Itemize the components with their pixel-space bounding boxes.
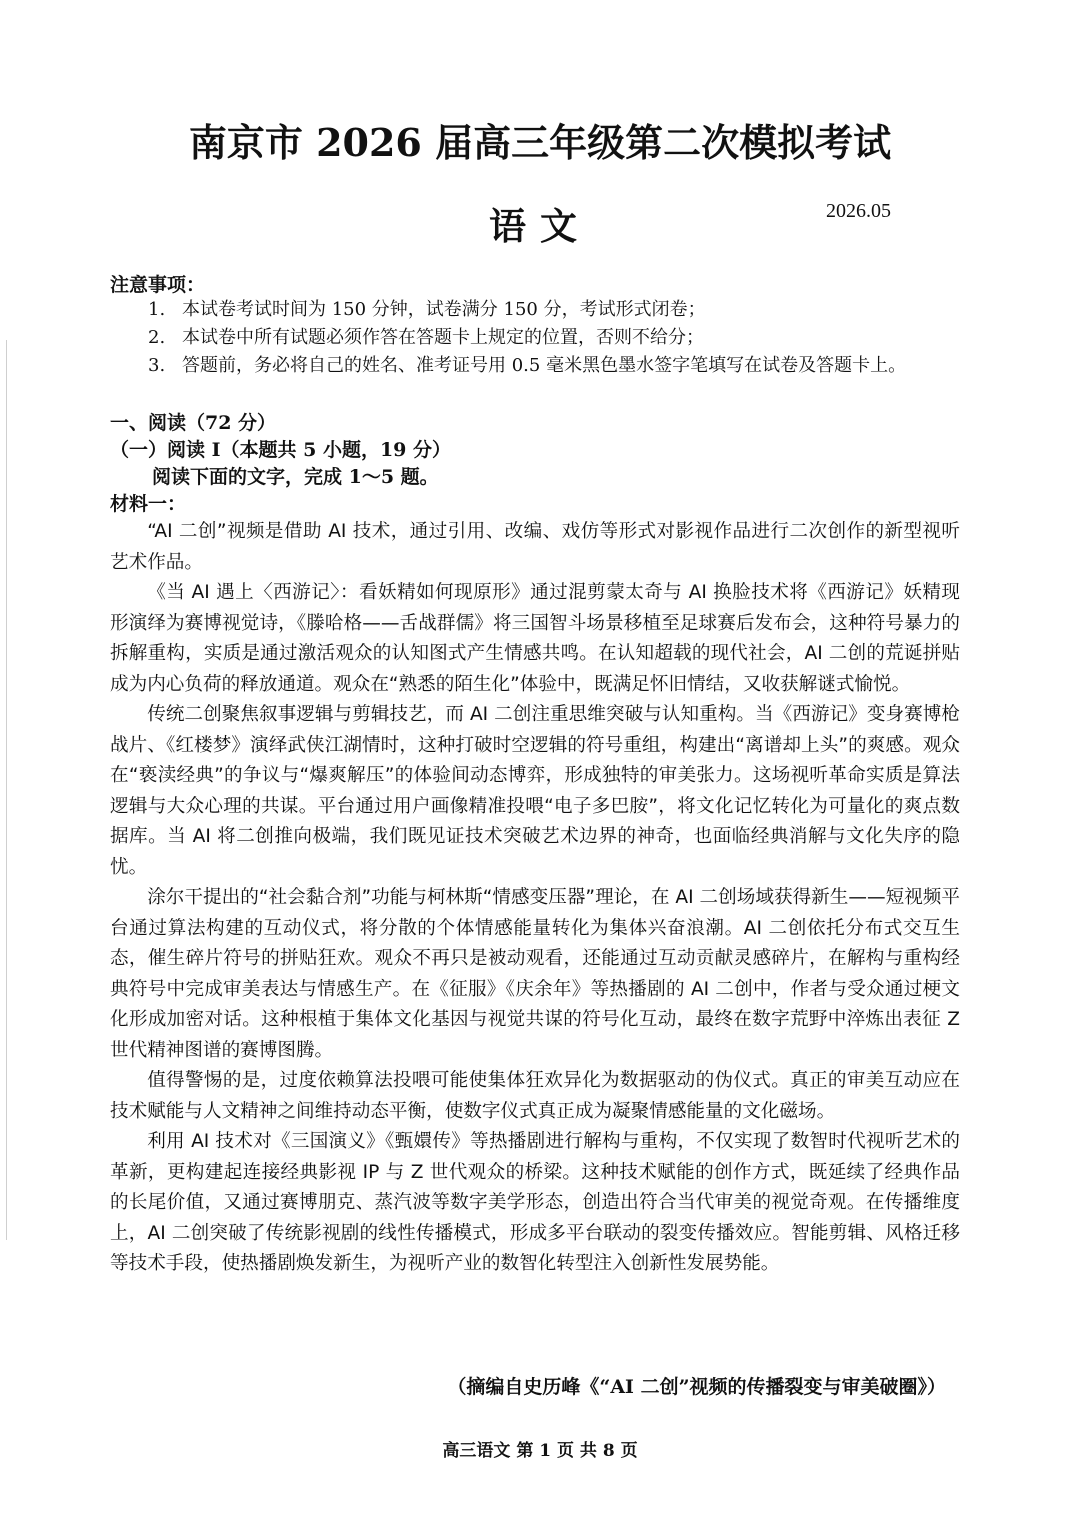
- notes-item: [148, 296, 960, 324]
- notes-item-text: 本试卷考试时间为 150 分钟，试卷满分 150 分，考试形式闭卷；: [182, 299, 706, 320]
- notes-item-number: 3.: [148, 355, 166, 376]
- scan-edge-line: [6, 340, 7, 1240]
- source-citation: （摘编自史历峰《“AI 二创”视频的传播裂变与审美破圈》）: [447, 1376, 946, 1398]
- notes-item: [148, 324, 960, 352]
- passage-paragraph: 值得警惕的是，过度依赖算法投喂可能使集体狂欢异化为数据驱动的伪仪式。真正的审美互动应在技术赋能与人文精神之间维持动态平衡，使数字仪式真正成为凝聚情感能量的文化磁场。: [110, 1070, 960, 1122]
- exam-date: 2026.05: [826, 200, 891, 222]
- material-label: 材料一：: [110, 493, 187, 515]
- passage-paragraph: 利用 AI 技术对《三国演义》《甄嬛传》等热播剧进行解构与重构，不仅实现了数智时代视听艺术的革新，更构建起连接经典影视 IP 与 Z 世代观众的桥梁。这种技术赋能的创作方式，既延续了经典作品的长尾价值，又通过赛博朋克、蒸汽波等数字美学形态，创造出符合当代审美的视觉奇观。在传播维度上，AI 二创突破了传统影视剧的线性传播模式，形成多平台联动的裂变传播效应。智能剪辑、风格迁移等技术手段，使热播剧焕发新生，为视听产业的数智化转型注入创新性发展势能。: [110, 1131, 960, 1274]
- exam-title: 南京市 2026 届高三年级第二次模拟考试: [188, 120, 892, 165]
- notes-item-text: 答题前，务必将自己的姓名、准考证号用 0.5 毫米黑色墨水签字笔填写在试卷及答题卡上。: [182, 355, 907, 376]
- section-title: 一、阅读（72 分）: [110, 412, 277, 434]
- page-footer: 高三语文 第 1 页 共 8 页: [442, 1441, 638, 1461]
- notes-heading: 注意事项：: [110, 274, 206, 296]
- notes-item-number: 1.: [148, 299, 166, 320]
- subsection-title: （一）阅读 I（本题共 5 小题，19 分）: [110, 439, 452, 461]
- passage-paragraph: 《当 AI 遇上〈西游记〉：看妖精如何现原形》通过混剪蒙太奇与 AI 换脸技术将《西游记》妖精现形演绎为赛博视觉诗，《滕哈格——舌战群儒》将三国智斗场景移植至足球赛后发布会，这种符号暴力的拆解重构，实质是通过激活观众的认知图式产生情感共鸣。在认知超载的现代社会，AI 二创的荒诞拼贴成为内心负荷的释放通道。观众在“熟悉的陌生化”体验中，既满足怀旧情结，又收获解谜式愉悦。: [110, 582, 960, 695]
- notes-item: [148, 352, 960, 380]
- passage-paragraph: 涂尔干提出的“社会黏合剂”功能与柯林斯“情感变压器”理论，在 AI 二创场域获得新生——短视频平台通过算法构建的互动仪式，将分散的个体情感能量转化为集体兴奋浪潮。AI 二创依托分布式交互生态，催生碎片符号的拼贴狂欢。观众不再只是被动观看，还能通过互动贡献灵感碎片，在解构与重构经典符号中完成审美表达与情感生产。在《征服》《庆余年》等热播剧的 AI 二创中，作者与受众通过梗文化形成加密对话。这种根植于集体文化基因与视觉共谋的符号化互动，最终在数字荒野中淬炼出表征 Z 世代精神图谱的赛博图腾。: [110, 887, 960, 1061]
- passage-paragraph: “AI 二创”视频是借助 AI 技术，通过引用、改编、戏仿等形式对影视作品进行二次创作的新型视听艺术作品。: [110, 521, 960, 573]
- subject-title: 语文: [489, 204, 591, 248]
- passage-paragraph: 传统二创聚焦叙事逻辑与剪辑技艺，而 AI 二创注重思维突破与认知重构。当《西游记》变身赛博枪战片、《红楼梦》演绎武侠江湖情时，这种打破时空逻辑的符号重组，构建出“离谱却上头”的爽感。观众在“亵渎经典”的争议与“爆爽解压”的体验间动态博弈，形成独特的审美张力。这场视听革命实质是算法逻辑与大众心理的共谋。平台通过用户画像精准投喂“电子多巴胺”，将文化记忆转化为可量化的爽点数据库。当 AI 将二创推向极端，我们既见证技术突破艺术边界的神奇，也面临经典消解与文化失序的隐忧。: [110, 704, 960, 878]
- notes-item-number: 2.: [148, 327, 166, 348]
- notes-item-text: 本试卷中所有试题必须作答在答题卡上规定的位置，否则不给分；: [182, 327, 704, 348]
- notes-list: [148, 296, 960, 380]
- reading-instruction: 阅读下面的文字，完成 1～5 题。: [152, 466, 439, 488]
- passage: [110, 517, 960, 1280]
